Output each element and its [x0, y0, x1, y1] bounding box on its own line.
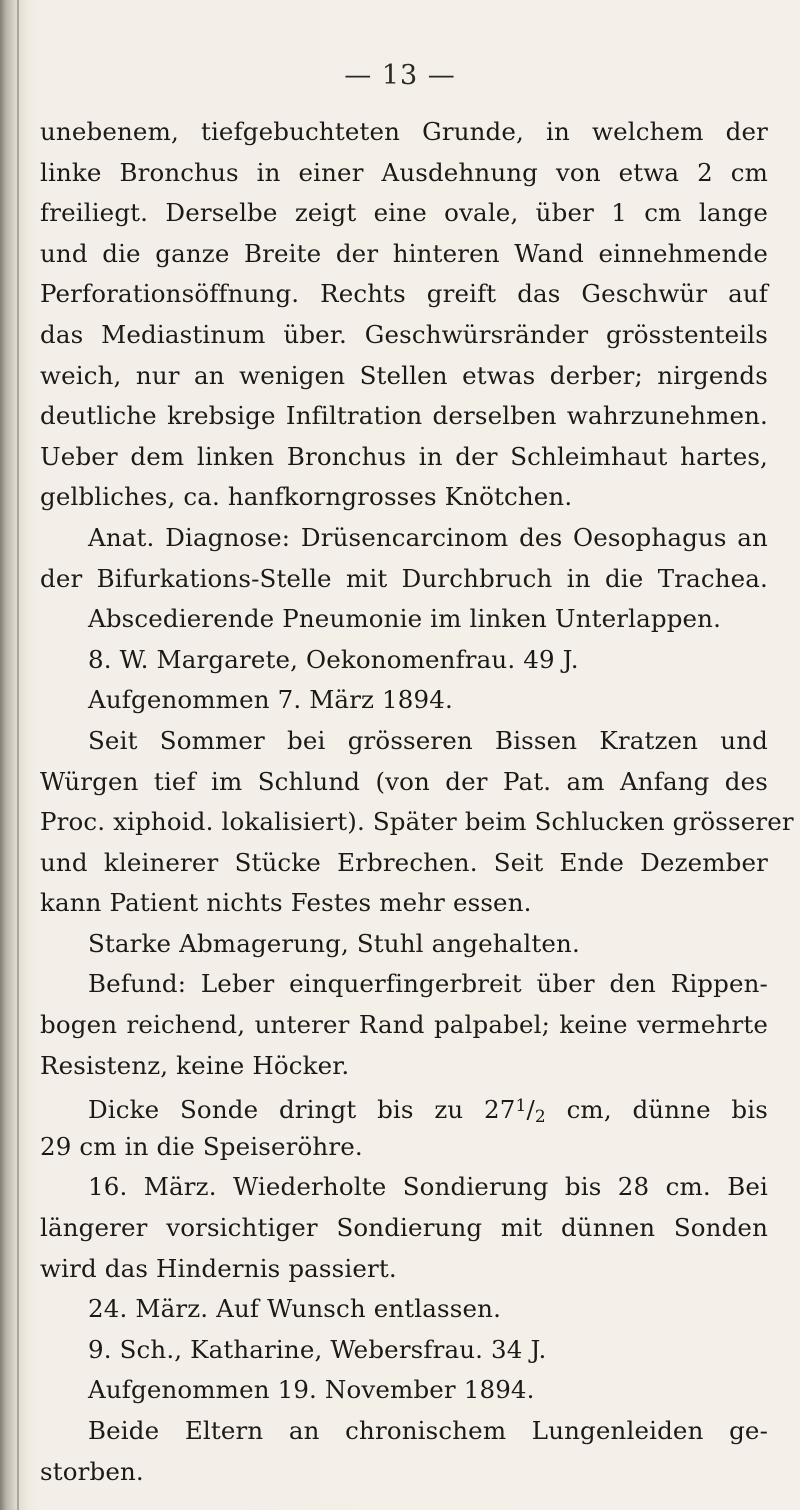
text-line: Proc. xiphoid. lokalisiert). Später beim Schlucken grösserer — [40, 807, 794, 837]
text-line: Aufgenommen 19. November 1894. — [88, 1375, 535, 1405]
body-text — [40, 112, 794, 1492]
text-line: und die ganze Breite der hinteren Wand einnehmende — [40, 238, 768, 268]
case-heading: 8. W. Margarete, Oekonomenfrau. 49 J. — [88, 644, 579, 674]
fraction-numerator: 1 — [515, 1096, 527, 1117]
text-line: Abscedierende Pneumonie im linken Unterlappen. — [88, 604, 722, 634]
case-heading: 9. Sch., Katharine, Webersfrau. 34 J. — [88, 1334, 547, 1364]
fraction-denominator: 2 — [534, 1107, 546, 1128]
text-line: das Mediastinum über. Geschwürsränder grösstenteils — [40, 319, 768, 349]
text-line: Würgen tief im Schlund (von der Pat. am Anfang des — [40, 766, 768, 796]
text-line: deutliche krebsige Infiltration derselben wahrzunehmen. — [40, 401, 768, 431]
text-line: bogen reichend, unterer Rand palpabel; keine vermehrte — [40, 1010, 768, 1040]
text-line: freiliegt. Derselbe zeigt eine ovale, über 1 cm lange — [40, 198, 768, 228]
fraction-separator: / — [526, 1095, 535, 1125]
text-line: Resistenz, keine Höcker. — [40, 1050, 350, 1080]
text-line: längerer vorsichtiger Sondierung mit dünnen Sonden — [40, 1213, 768, 1243]
text-line: Ueber dem linken Bronchus in der Schleimhaut hartes, — [40, 441, 768, 471]
text-line: 24. März. Auf Wunsch entlassen. — [88, 1294, 502, 1324]
text-line: Seit Sommer bei grösseren Bissen Kratzen und — [88, 725, 768, 755]
text-line: Starke Abmagerung, Stuhl angehalten. — [88, 928, 580, 958]
page-number: — 13 — — [344, 60, 456, 91]
fraction-line-end: cm, dünne bis — [545, 1095, 768, 1125]
text-line: und kleinerer Stücke Erbrechen. Seit Ende Dezember — [40, 847, 768, 877]
text-line: gelbliches, ca. hanfkorngrosses Knötchen. — [40, 482, 573, 512]
page-gutter-shadow — [0, 0, 28, 1510]
page-gutter-edge — [17, 0, 19, 1510]
text-line: weich, nur an wenigen Stellen etwas derber; nirgends — [40, 360, 768, 390]
text-line: storben. — [40, 1456, 144, 1486]
fraction-line-start: Dicke Sonde dringt bis zu 27 — [88, 1095, 516, 1125]
text-line — [40, 1086, 768, 1127]
text-line: Aufgenommen 7. März 1894. — [88, 685, 453, 715]
text-line: linke Bronchus in einer Ausdehnung von etwa 2 cm — [40, 157, 768, 187]
text-line: 29 cm in die Speiseröhre. — [40, 1131, 363, 1161]
text-line: Anat. Diagnose: Drüsencarcinom des Oesophagus an — [88, 522, 768, 552]
text-line: 16. März. Wiederholte Sondierung bis 28 cm. Bei — [88, 1172, 768, 1202]
text-line: wird das Hindernis passiert. — [40, 1253, 397, 1283]
text-line: unebenem, tiefgebuchteten Grunde, in welchem der — [40, 117, 768, 146]
text-line: Befund: Leber einquerfingerbreit über den Rippen- — [88, 969, 768, 999]
text-line: Beide Eltern an chronischem Lungenleiden ge- — [88, 1416, 768, 1445]
text-line: Perforationsöffnung. Rechts greift das Geschwür auf — [40, 279, 768, 309]
text-line: der Bifurkations-Stelle mit Durchbruch in die Trachea. — [40, 563, 768, 593]
text-line: kann Patient nichts Festes mehr essen. — [40, 888, 532, 918]
